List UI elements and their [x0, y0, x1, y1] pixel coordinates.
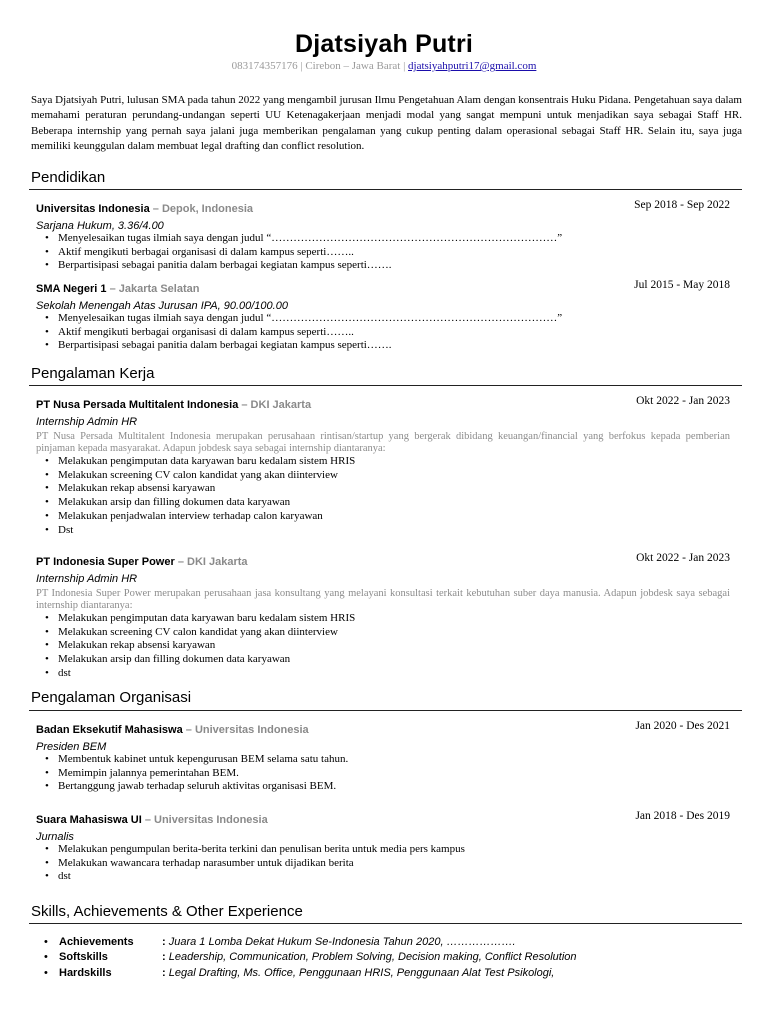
list-item: • Melakukan pengimputan data karyawan baru kedalam sistem HRIS [58, 455, 730, 469]
contact-line [0, 60, 768, 72]
organization-name: Suara Mahasiswa UI [36, 814, 142, 826]
list-item: • dst [58, 870, 730, 884]
job-title: Internship Admin HR [36, 416, 138, 428]
institution-name: Universitas Indonesia [36, 203, 150, 215]
company-name: PT Nusa Persada Multitalent Indonesia [36, 399, 239, 411]
education-entry [36, 199, 730, 273]
candidate-name: Djatsiyah Putri [294, 30, 474, 58]
skill-value-wrapper [162, 967, 554, 979]
list-item: • Melakukan rekap absensi karyawan [58, 482, 730, 496]
section-title-education: Pendidikan [31, 169, 106, 186]
company-name: PT Indonesia Super Power [36, 556, 175, 568]
company-description: PT Indonesia Super Power merupakan perusahaan jasa konsultang yang melayani konsultasi terkait kebutuhan suber daya manusia. Adapun jobdesk saya sebagai internship diantaranya: [36, 588, 730, 611]
list-item: • Berpartisipasi sebagai panitia dalam berbagai kegiatan kampus seperti……. [58, 339, 730, 353]
list-item: • Menyelesaikan tugas ilmiah saya dengan judul “……………………………………………………………………” [58, 232, 730, 246]
bullet-list [36, 612, 730, 681]
skill-colon: : [162, 951, 166, 964]
section-divider [29, 189, 742, 190]
date-range: Jan 2020 - Des 2021 [635, 720, 730, 732]
company-location: – DKI Jakarta [174, 556, 248, 568]
organization-location: – Universitas Indonesia [182, 724, 309, 736]
list-item: • Melakukan pengumpulan berita-berita terkini dan penulisan berita untuk media pers kampus [58, 843, 730, 857]
bullet-icon: • [44, 936, 48, 948]
section-title-organization: Pengalaman Organisasi [31, 689, 192, 706]
organization-entry [36, 810, 730, 884]
skill-colon: : [162, 966, 166, 979]
bullet-icon: • [44, 951, 48, 964]
list-item: • Aktif mengikuti berbagai organisasi di dalam kampus seperti…….. [58, 246, 730, 260]
list-item: • Melakukan arsip dan filling dokumen data karyawan [58, 653, 730, 667]
list-item: • Melakukan screening CV calon kandidat yang akan diinterview [58, 626, 730, 640]
section-divider [29, 923, 742, 924]
position-title: Jurnalis [36, 831, 74, 843]
institution-location: – Jakarta Selatan [106, 283, 200, 295]
list-item: • Melakukan screening CV calon kandidat yang akan diinterview [58, 469, 730, 483]
section-title-skills: Skills, Achievements & Other Experience [31, 903, 303, 920]
summary-paragraph: Saya Djatsiyah Putri, lulusan SMA pada tahun 2022 yang mengambil jurusan Ilmu Pengetahuan Alam dengan konsentrais Huku Pidana. Pengetahuan saya dalam memahami peraturan perundang-undangan seperti UU Ketenagakerjaan menjadi modal yang sangat mempuni untuk menjadikan saya sebagai Staff HR. Beberapa internship yang pernah saya jalani juga memberikan pengalaman yang cukup penting dalam operasional sebagai Staff HR. Selain itu, saya juga memiliki keunggulan dalam membuat legal drafting dan conflict resolution. [31, 94, 742, 152]
work-entry [36, 395, 730, 537]
skill-row-softskills [44, 951, 744, 966]
skill-colon: : [162, 936, 166, 948]
company-location: – DKI Jakarta [238, 399, 312, 411]
education-entry [36, 279, 730, 353]
skill-label: Achievements [59, 936, 134, 948]
list-item: • Aktif mengikuti berbagai organisasi di dalam kampus seperti…….. [58, 326, 730, 340]
skill-label: Softskills [59, 951, 108, 964]
company-description: PT Nusa Persada Multitalent Indonesia merupakan perusahaan rintisan/startup yang bergerak dibidang keuangan/financial yang berfokus kepada pemberian pinjaman kepada masyarakat. Adapun jobdesk saya sebagai internship diantaranya: [36, 431, 730, 454]
organization-location: – Universitas Indonesia [141, 814, 268, 826]
bullet-list [36, 753, 730, 794]
city: Cirebon – Jawa Barat [305, 60, 401, 72]
date-range: Sep 2018 - Sep 2022 [634, 199, 730, 211]
date-range: Okt 2022 - Jan 2023 [636, 395, 730, 407]
skills-list [44, 936, 744, 982]
contact-separator: | [297, 60, 306, 72]
list-item: • Melakukan rekap absensi karyawan [58, 639, 730, 653]
section-title-work: Pengalaman Kerja [31, 365, 155, 382]
list-item: • Berpartisipasi sebagai panitia dalam berbagai kegiatan kampus seperti……. [58, 259, 730, 273]
bullet-list [36, 312, 730, 353]
bullet-list [36, 843, 730, 884]
organization-name: Badan Eksekutif Mahasiswa [36, 724, 183, 736]
list-item: • Melakukan pengimputan data karyawan baru kedalam sistem HRIS [58, 612, 730, 626]
degree: Sarjana Hukum, 3.36/4.00 [36, 220, 164, 232]
skill-value: Leadership, Communication, Problem Solving, Decision making, Conflict Resolution [165, 951, 577, 964]
skill-value-wrapper [162, 936, 516, 948]
skill-label: Hardskills [59, 966, 112, 979]
list-item: • Melakukan arsip dan filling dokumen data karyawan [58, 496, 730, 510]
list-item: • Menyelesaikan tugas ilmiah saya dengan judul “……………………………………………………………………” [58, 312, 730, 326]
skill-value-wrapper [162, 951, 577, 963]
contact-separator: | [400, 60, 409, 72]
bullet-list [36, 455, 730, 537]
list-item: • Membentuk kabinet untuk kepengurusan BEM selama satu tahun. [58, 753, 730, 767]
institution-location: – Depok, Indonesia [149, 203, 254, 215]
position-title: Presiden BEM [36, 741, 107, 753]
skill-row-achievements [44, 936, 744, 951]
list-item: • Dst [58, 524, 730, 538]
degree: Sekolah Menengah Atas Jurusan IPA, 90.00/100.00 [36, 300, 288, 312]
institution-name: SMA Negeri 1 [36, 283, 107, 295]
list-item: • Melakukan wawancara terhadap narasumber untuk dijadikan berita [58, 857, 730, 871]
skill-value: Juara 1 Lomba Dekat Hukum Se-Indonesia Tahun 2020, ………………. [165, 936, 516, 948]
work-entry [36, 552, 730, 681]
list-item: • Melakukan penjadwalan interview terhadap calon karyawan [58, 510, 730, 524]
date-range: Jan 2018 - Des 2019 [635, 810, 730, 822]
section-divider [29, 710, 742, 711]
section-divider [29, 385, 742, 386]
list-item: • dst [58, 667, 730, 681]
email-link[interactable]: djatsiyahputri17@gmail.com [408, 60, 537, 72]
list-item: • Memimpin jalannya pemerintahan BEM. [58, 767, 730, 781]
bullet-icon: • [44, 966, 48, 979]
skill-row-hardskills [44, 967, 744, 982]
organization-entry [36, 720, 730, 794]
phone-number: 083174357176 [231, 60, 298, 72]
bullet-list [36, 232, 730, 273]
job-title: Internship Admin HR [36, 573, 138, 585]
date-range: Okt 2022 - Jan 2023 [636, 552, 730, 564]
list-item: • Bertanggung jawab terhadap seluruh aktivitas organisasi BEM. [58, 780, 730, 794]
skill-value: Legal Drafting, Ms. Office, Penggunaan HRIS, Penggunaan Alat Test Psikologi, [165, 966, 555, 979]
date-range: Jul 2015 - May 2018 [634, 279, 730, 291]
